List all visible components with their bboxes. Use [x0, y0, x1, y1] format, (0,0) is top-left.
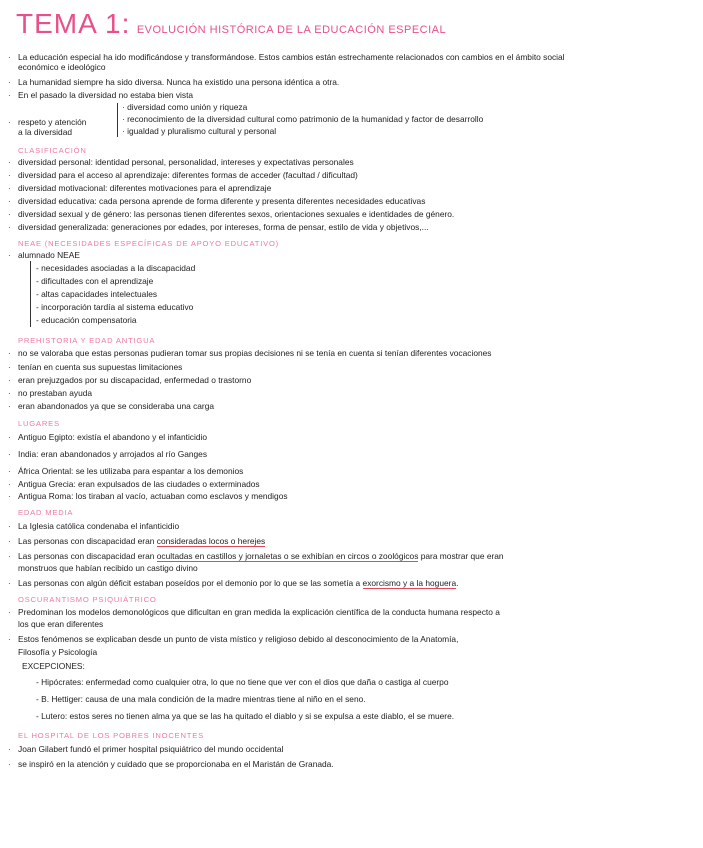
list-item: · Las personas con algún déficit estaban poseídos por el demonio por lo que se las sometía a exorcismo y a la hoguera.: [8, 578, 459, 588]
list-item-cont: monstruos que habían recibido un castigo divino: [18, 563, 198, 573]
neae-item: - educación compensatoria: [36, 315, 137, 325]
neae-label: · alumnado NEAE: [8, 250, 80, 260]
respect-label: · respeto y atención: [8, 117, 87, 127]
underlined-text: consideradas locos o herejes: [156, 536, 266, 546]
exception-item: - Hipócrates: enfermedad como cualquier otra, lo que no tiene que ver con el dios que daña o castiga al cuerpo: [36, 677, 449, 687]
neae-item: - altas capacidades intelectuales: [36, 289, 158, 299]
list-item: · Joan Gilabert fundó el primer hospital psiquiátrico del mundo occidental: [8, 744, 284, 754]
list-item: · Antiguo Egipto: existía el abandono y el infanticidio: [8, 432, 208, 442]
intro-line: · La humanidad siempre ha sido diversa. Nunca ha existido una persona idéntica a otra.: [8, 77, 340, 87]
intro-line: · En el pasado la diversidad no estaba bien vista: [8, 90, 194, 100]
list-item: · La Iglesia católica condenaba el infanticidio: [8, 521, 180, 531]
list-item: · se inspiró en la atención y cuidado que se proporcionaba en el Maristán de Granada.: [8, 759, 334, 769]
list-item: · Antigua Grecia: eran expulsados de las ciudades o exterminados: [8, 479, 260, 489]
intro-line: económico e ideológico: [18, 62, 106, 72]
respect-label: a la diversidad: [18, 127, 73, 137]
list-item: · no prestaban ayuda: [8, 388, 93, 398]
title-colon: :: [121, 8, 131, 39]
list-item-cont: los que eran diferentes: [18, 619, 104, 629]
list-item: · diversidad para el acceso al aprendizaje: diferentes formas de acceder (facultad / dificultad): [8, 170, 358, 180]
exception-item: - Lutero: estos seres no tienen alma ya que se las ha quitado el diablo y si se expulsa a este diablo, el se muere.: [36, 711, 455, 721]
respect-item: · igualdad y pluralismo cultural y personal: [122, 126, 277, 136]
underlined-text: ocultadas en castillos y jornaletas o se exhibían en circos o zoológicos: [156, 551, 419, 561]
underlined-text: exorcismo y a la hoguera: [362, 578, 457, 588]
page-title: [16, 8, 446, 40]
list-item: · no se valoraba que estas personas pudieran tomar sus propias decisiones ni se tenía en cuenta si tenían diferentes vocaciones: [8, 348, 492, 358]
list-item: · diversidad educativa: cada persona aprende de forma diferente y presenta diferentes necesidades educativas: [8, 196, 426, 206]
section-heading: CLASIFICACIÓN: [18, 146, 87, 155]
title-main: TEMA 1: [16, 8, 122, 39]
section-heading: PREHISTORIA Y EDAD ANTIGUA: [18, 336, 156, 345]
section-heading: LUGARES: [18, 419, 60, 428]
respect-item: · diversidad como unión y riqueza: [122, 102, 248, 112]
list-item: · Estos fenómenos se explicaban desde un punto de vista místico y religioso debido al desconocimiento de la Anatomía,: [8, 634, 459, 644]
list-item: · Las personas con discapacidad eran ocultadas en castillos y jornaletas o se exhibían en circos o zoológicos para mostrar que eran: [8, 551, 504, 561]
list-item: · África Oriental: se les utilizaba para espantar a los demonios: [8, 466, 244, 476]
exceptions-label: EXCEPCIONES:: [22, 661, 85, 671]
list-item: · eran prejuzgados por su discapacidad, enfermedad o trastorno: [8, 375, 252, 385]
section-heading: EL HOSPITAL DE LOS POBRES INOCENTES: [18, 731, 204, 740]
list-item: · Antigua Roma: los tiraban al vacío, actuaban como esclavos y mendigos: [8, 491, 288, 501]
list-item: · tenían en cuenta sus supuestas limitaciones: [8, 362, 183, 372]
section-heading: EDAD MEDIA: [18, 508, 74, 517]
title-subtitle: EVOLUCIÓN HISTÓRICA DE LA EDUCACIÓN ESPECIAL: [136, 24, 447, 36]
neae-item: - incorporación tardía al sistema educativo: [36, 302, 194, 312]
section-heading: OSCURANTISMO PSIQUIÁTRICO: [18, 595, 157, 604]
list-item: · diversidad generalizada: generaciones por edades, por intereses, forma de pensar, estilo de vida y objetivos,...: [8, 222, 429, 232]
list-item: · Predominan los modelos demonológicos que dificultan en gran medida la explicación científica de la conducta humana respecto a: [8, 607, 500, 617]
neae-bracket: [30, 261, 31, 327]
exception-item: - B. Hettiger: causa de una mala condición de la madre mientras tiene al niño en el seno.: [36, 694, 366, 704]
list-item: · diversidad sexual y de género: las personas tienen diferentes sexos, orientaciones sexuales e identidades de género.: [8, 209, 455, 219]
intro-line: · La educación especial ha ido modificándose y transformándose. Estos cambios están estrechamente relacionados con cambios en el ámbito social: [8, 52, 565, 62]
list-item-cont: Filosofía y Psicología: [18, 647, 98, 657]
neae-item: - dificultades con el aprendizaje: [36, 276, 154, 286]
list-item: · India: eran abandonados y arrojados al río Ganges: [8, 449, 208, 459]
list-item: · diversidad motivacional: diferentes motivaciones para el aprendizaje: [8, 183, 272, 193]
list-item: · diversidad personal: identidad personal, personalidad, intereses y expectativas personales: [8, 157, 354, 167]
respect-bracket: [117, 103, 118, 137]
list-item: · eran abandonados ya que se consideraba una carga: [8, 401, 215, 411]
respect-item: · reconocimiento de la diversidad cultural como patrimonio de la humanidad y factor de desarrollo: [122, 114, 484, 124]
neae-item: - necesidades asociadas a la discapacidad: [36, 263, 196, 273]
section-heading: NEAE (NECESIDADES ESPECÍFICAS DE APOYO EDUCATIVO): [18, 239, 280, 248]
list-item: · Las personas con discapacidad eran consideradas locos o herejes: [8, 536, 266, 546]
